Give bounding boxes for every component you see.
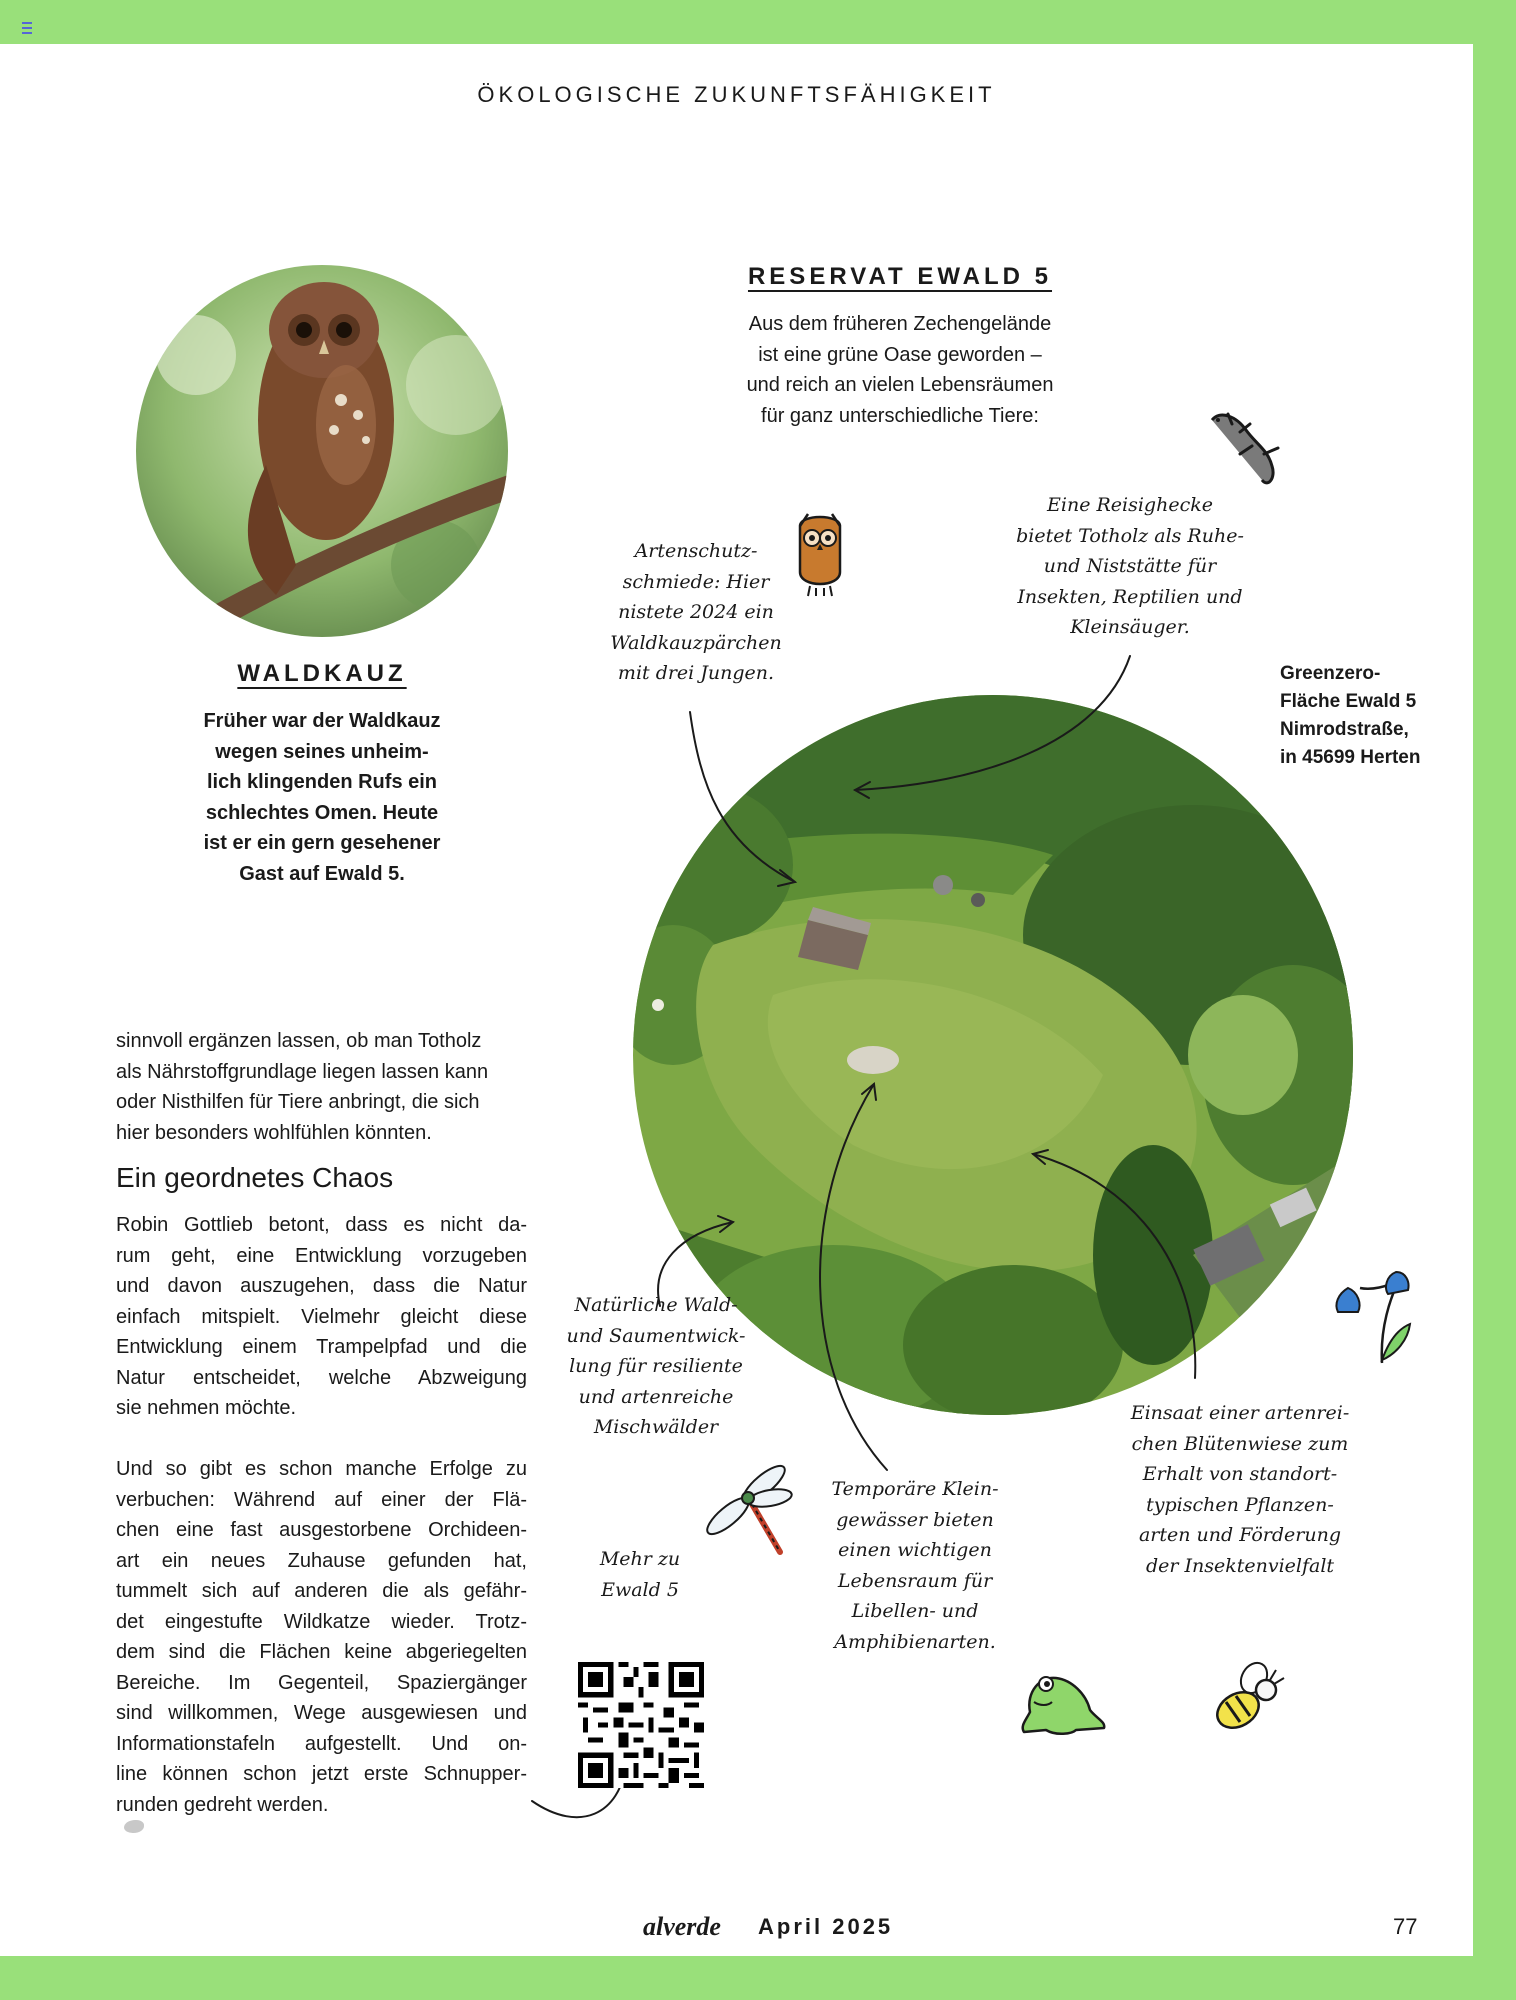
- text-line: sind willkommen, Wege ausgewiesen und: [116, 1702, 527, 1724]
- magazine-page: [0, 44, 1473, 1956]
- owl-icon: [792, 512, 848, 598]
- text-line: hier besonders wohlfühlen könnten.: [116, 1121, 432, 1144]
- text-line: chen Blütenwiese zum: [1131, 1432, 1349, 1455]
- text-line: schmiede: Hier: [622, 570, 770, 593]
- text-line: Ewald 5: [601, 1578, 679, 1601]
- dragonfly-icon: [704, 1464, 800, 1560]
- text-line: für ganz unterschiedliche Tiere:: [761, 404, 1039, 427]
- salamander-icon: [1206, 410, 1292, 490]
- text-line: Entwicklung einem Trampelpfad und die: [116, 1336, 527, 1358]
- text-line: oder Nisthilfen für Tiere anbringt, die sich: [116, 1091, 480, 1113]
- frog-icon: [1016, 1662, 1112, 1742]
- arrow-artenschutz: [690, 712, 795, 882]
- text-line: und reich an vielen Lebensräumen: [746, 374, 1054, 396]
- text-line: chen eine fast ausgestorbene Orchideen-: [116, 1519, 527, 1541]
- page-number: 77: [1393, 1914, 1418, 1939]
- text-line: Natürliche Wald-: [574, 1294, 738, 1316]
- text-line: Bereiche. Im Gegenteil, Spaziergänger: [116, 1671, 527, 1694]
- text-line: verbuchen: Während auf einer der Flä-: [116, 1488, 527, 1511]
- text-line: runden gedreht werden.: [116, 1793, 329, 1816]
- text-line: Eine Reisighecke: [1047, 494, 1213, 516]
- text-line: Amphibienarten.: [834, 1630, 996, 1653]
- text-line: dem sind die Flächen keine abgeriegelten: [116, 1641, 527, 1663]
- reservat-heading: RESERVAT EWALD 5: [747, 263, 1053, 290]
- text-line: Erhalt von standort-: [1142, 1463, 1338, 1485]
- menu-icon[interactable]: [22, 22, 32, 34]
- text-line: und artenreiche: [578, 1385, 734, 1408]
- section-title: ÖKOLOGISCHE ZUKUNFTSFÄHIGKEIT: [477, 82, 996, 107]
- text-line: arten und Förderung: [1138, 1524, 1342, 1546]
- text-line: Informationstafeln aufgestellt. Und on-: [116, 1732, 527, 1755]
- text-line: gewässer bieten: [836, 1508, 994, 1531]
- text-line: art ein neues Zuhause gefunden hat,: [116, 1549, 527, 1572]
- bee-icon: [1210, 1660, 1290, 1740]
- text-line: Temporäre Klein-: [831, 1478, 999, 1500]
- text-line: Fläche Ewald 5: [1280, 691, 1417, 712]
- issue-date: April 2025: [758, 1914, 894, 1939]
- qr-code[interactable]: [578, 1662, 704, 1788]
- text-line: in 45699 Herten: [1280, 747, 1421, 768]
- text-line: Und so gibt es schon manche Erfolge zu: [116, 1458, 527, 1480]
- text-line: typischen Pflanzen-: [1146, 1493, 1334, 1516]
- text-line: Nimrodstraße,: [1280, 719, 1409, 740]
- brand-logo: alverde: [643, 1912, 721, 1941]
- text-line: Greenzero-: [1280, 663, 1381, 684]
- arrow-reisighecke: [855, 656, 1130, 790]
- text-line: line können schon jetzt erste Schnupper-: [116, 1763, 527, 1785]
- text-line: schlechtes Omen. Heute: [205, 801, 439, 824]
- text-line: Mehr zu: [599, 1548, 681, 1570]
- text-line: der Insektenvielfalt: [1145, 1554, 1335, 1577]
- text-line: Kleinsäuger.: [1070, 616, 1190, 638]
- text-line: Gast auf Ewald 5.: [239, 862, 405, 885]
- text-line: einfach mitspielt. Vielmehr gleicht diese: [116, 1305, 527, 1328]
- text-line: Libellen- und: [851, 1600, 979, 1622]
- text-line: ist eine grüne Oase geworden –: [758, 343, 1042, 366]
- arrow-bluetenwiese: [1033, 1154, 1195, 1378]
- bellflower-icon: [1330, 1268, 1416, 1368]
- text-line: sie nehmen möchte.: [116, 1397, 297, 1419]
- text-line: Einsaat einer artenrei-: [1130, 1402, 1350, 1424]
- article-subheading: Ein geordnetes Chaos: [116, 1162, 394, 1193]
- text-line: Robin Gottlieb betont, dass es nicht da-: [116, 1214, 527, 1236]
- text-line: Natur entscheidet, welche Abzweigung: [116, 1366, 527, 1389]
- text-line: bietet Totholz als Ruhe-: [1016, 524, 1244, 547]
- text-line: sinnvoll ergänzen lassen, ob man Totholz: [116, 1030, 482, 1052]
- text-line: und Saumentwick-: [566, 1324, 746, 1347]
- text-line: mit drei Jungen.: [617, 662, 775, 684]
- arrow-waldsaum: [658, 1222, 733, 1306]
- text-line: nistete 2024 ein: [618, 601, 774, 623]
- text-line: Insekten, Reptilien und: [1017, 585, 1243, 608]
- text-line: Mischwälder: [593, 1416, 719, 1438]
- text-line: wegen seines unheim-: [215, 740, 429, 763]
- text-line: Aus dem früheren Zechengelände: [748, 313, 1052, 335]
- text-line: rum geht, eine Entwicklung vorzugeben: [116, 1244, 527, 1267]
- text-line: lung für resiliente: [569, 1355, 743, 1377]
- text-line: Lebensraum für: [837, 1569, 993, 1592]
- text-line: Waldkauzpärchen: [610, 631, 782, 654]
- text-line: tummelt sich auf anderen die als gefähr-: [116, 1580, 527, 1602]
- text-line: als Nährstoffgrundlage liegen lassen kann: [116, 1060, 489, 1083]
- text-line: det eingestufte Wildkatze wieder. Trotz-: [116, 1610, 527, 1633]
- text-line: und davon auszugehen, dass die Natur: [116, 1275, 527, 1297]
- waldkauz-heading: WALDKAUZ: [237, 660, 407, 687]
- text-line: und Niststätte für: [1043, 555, 1217, 577]
- text-line: lich klingenden Rufs ein: [206, 771, 438, 793]
- text-line: Artenschutz-: [634, 540, 758, 562]
- text-line: Früher war der Waldkauz: [203, 710, 441, 732]
- arrow-kleingewaesser: [820, 1084, 887, 1470]
- text-line: einen wichtigen: [838, 1539, 992, 1561]
- text-line: ist er ein gern gesehener: [203, 832, 441, 854]
